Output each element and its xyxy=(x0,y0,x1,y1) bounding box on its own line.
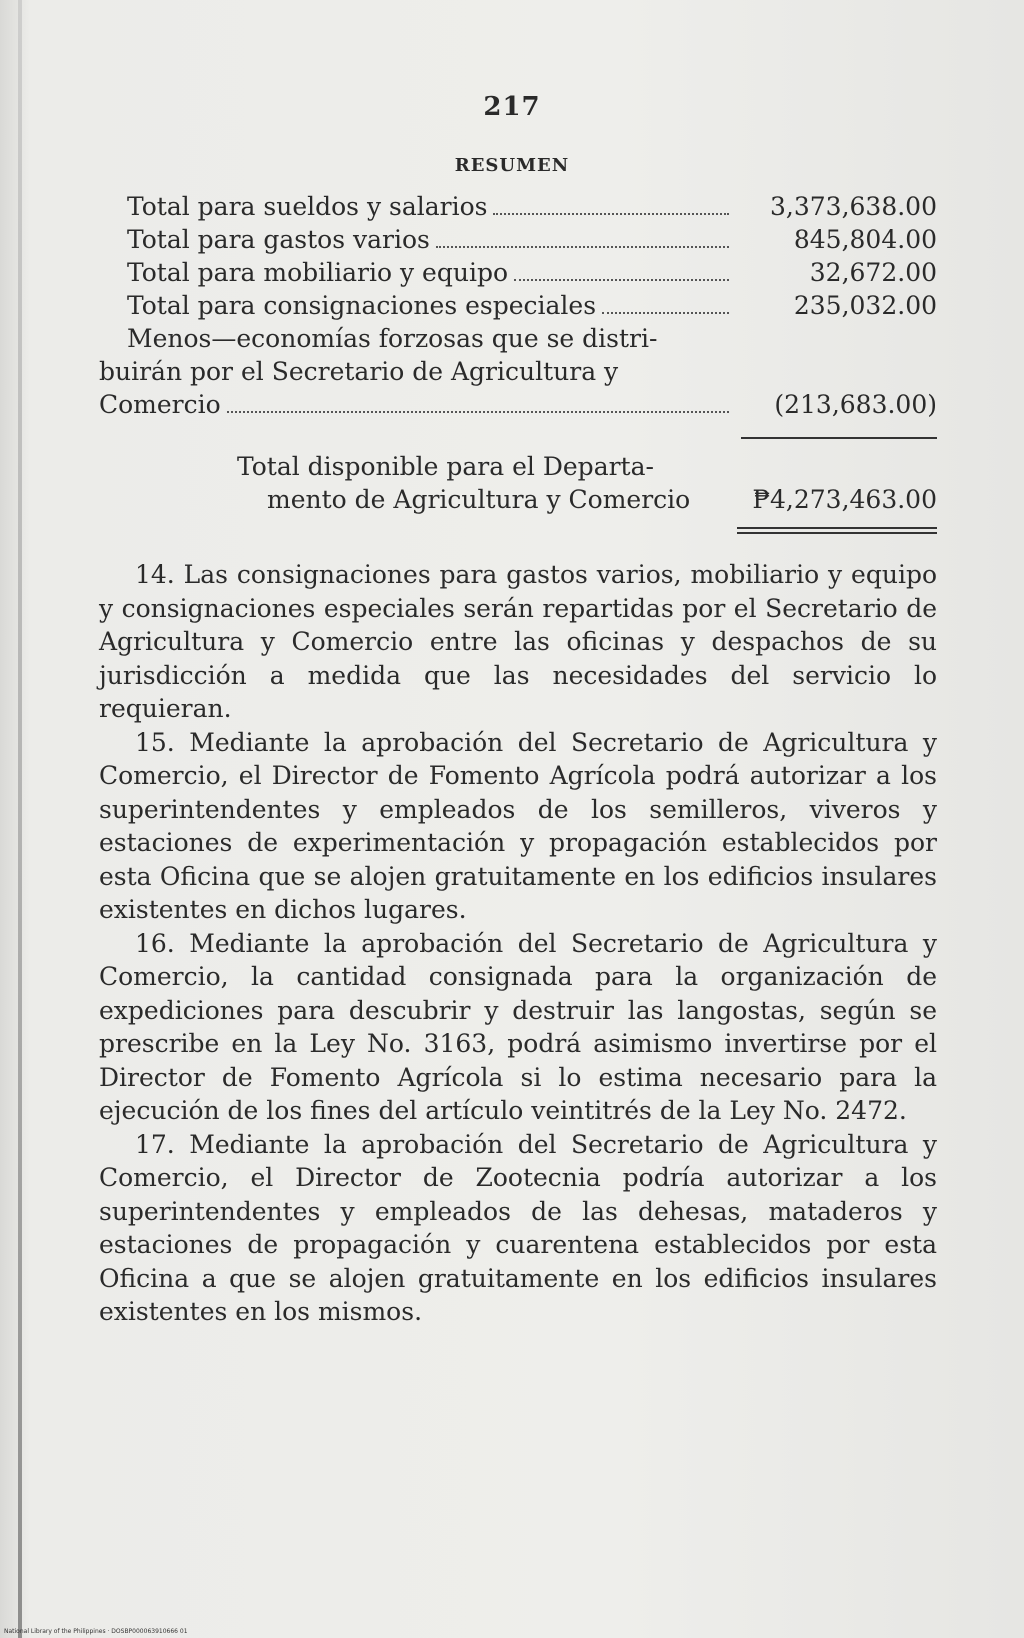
body-text xyxy=(99,558,937,1329)
summary-row-label: Total para sueldos y salarios xyxy=(127,192,488,221)
subtotal-rule xyxy=(741,437,937,439)
paragraph-14: 14. Las consignaciones para gastos varios, mobiliario y equipo y consignaciones especiales serán repartidas por el Secretario de Agricultura y Comercio entre las oficinas y despachos de su jurisdicción a medida que las necesidades del servicio lo requieran. xyxy=(99,560,937,723)
summary-row-label: Total para gastos varios xyxy=(127,225,430,254)
page-edge-shadow xyxy=(18,0,22,1638)
summary-row-label: Total para mobiliario y equipo xyxy=(127,258,509,287)
summary-row-mobiliario xyxy=(99,256,937,289)
summary-row-menos xyxy=(99,388,937,421)
total-double-rule-bottom xyxy=(737,532,937,534)
summary-row-amount: 845,804.00 xyxy=(793,225,937,254)
summary-row-label: Total para consignaciones especiales xyxy=(127,291,597,320)
paragraph-16: 16. Mediante la aprobación del Secretario de Agricultura y Comercio, la cantidad consignada para la organización de expediciones para descubrir y destruir las langostas, según se prescribe en la Ley No. 3163, podrá asimismo invertirse por el Director de Fomento Agrícola si lo estima necesario para la ejecución de los fines del artículo veintitrés de la Ley No. 2472. xyxy=(99,928,937,1125)
dot-leader xyxy=(493,212,729,215)
summary-row-amount: 3,373,638.00 xyxy=(770,192,937,221)
total-amount: ₱4,273,463.00 xyxy=(752,485,937,514)
menos-line-2: buirán por el Secretario de Agricultura y xyxy=(99,357,619,386)
summary-title: RESUMEN xyxy=(454,155,570,176)
dot-leader xyxy=(436,245,729,248)
menos-line-1: Menos—economías forzosas que se distri- xyxy=(127,324,658,353)
page-number: 217 xyxy=(483,92,541,122)
summary-row-sueldos xyxy=(99,190,937,223)
paragraph-15: 15. Mediante la aprobación del Secretario de Agricultura y Comercio, el Director de Fomento Agrícola podrá autorizar a los superintendentes y empleados de los semilleros, viveros y estaciones de experimentación y propagación establecidos por esta Oficina que se alojen gratuitamente en los edificios insulares existentes en dichos lugares. xyxy=(99,727,937,924)
dot-leader xyxy=(514,278,729,281)
total-label-line-1: Total disponible para el Departa- xyxy=(237,452,654,481)
summary-row-amount: 235,032.00 xyxy=(793,291,937,320)
dot-leader xyxy=(602,311,729,314)
dot-leader xyxy=(227,410,729,413)
summary-row-label: Comercio xyxy=(99,390,221,419)
summary-row-amount: (213,683.00) xyxy=(774,390,937,419)
total-block xyxy=(99,450,937,516)
paragraph-17: 17. Mediante la aprobación del Secretario de Agricultura y Comercio, el Director de Zootecnia podría autorizar a los superintendentes y empleados de las dehesas, mataderos y estaciones de propagación y cuarentena establecidos por esta Oficina a que se alojen gratuitamente en los edificios insulares existentes en los mismos. xyxy=(99,1129,937,1326)
summary-row-gastos xyxy=(99,223,937,256)
total-label-line-2: mento de Agricultura y Comercio xyxy=(267,485,691,514)
summary-table xyxy=(99,190,937,421)
summary-row-consignaciones xyxy=(99,289,937,322)
summary-row-amount: 32,672.00 xyxy=(809,258,937,287)
total-double-rule-top xyxy=(737,527,937,529)
library-footer: National Library of the Philippines · DOSBP000063910666 01 xyxy=(4,1628,188,1635)
